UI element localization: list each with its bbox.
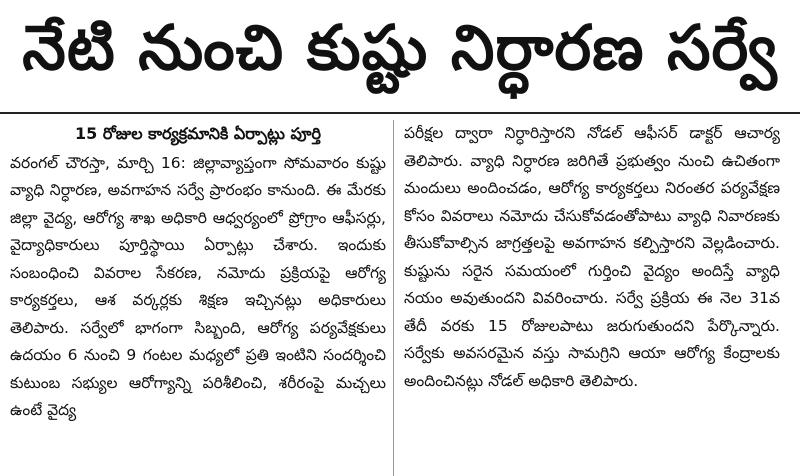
body-text-right: పరీక్షల ద్వారా నిర్ధారిస్తారని నోడల్ ఆఫీసర్ డాక్టర్ ఆచార్య తెలిపారు. వ్యాధి నిర్ధారణ జరిగితే ప్రభుత్వం నుంచి ఉచితంగా మందులు అందించడం, ఆరోగ్య కార్యకర్తలు నిరంతర పర్యవేక్షణ కోసం వివరాలు నమోదు చేసుకోవడంతోపాటు వ్యాధి నివారణకు తీసుకోవాల్సిన జాగ్రత్తలపై అవగాహన కల్పిస్తారని వెల్లడించారు. కుష్టును సరైన సమయంలో గుర్తించి వైద్యం అందిస్తే వ్యాధి నయం అవుతుందని వివరించారు. సర్వే ప్రక్రియ ఈ నెల 31వ తేదీ వరకు 15 రోజులపాటు జరుగుతుందని పేర్కొన్నారు. సర్వేకు అవసరమైన వస్తు సామగ్రిని ఆయా ఆరోగ్య కేంద్రాలకు అందించినట్లు నోడల్ అధికారి తెలిపారు. <box>404 124 780 390</box>
article-column-left <box>10 120 386 476</box>
subheadline: 15 రోజుల కార్యక్రమానికి ఏర్పాట్లు పూర్తి <box>75 124 321 143</box>
headline-rule <box>0 112 800 114</box>
article-column-right <box>404 120 780 476</box>
column-divider <box>393 120 394 476</box>
headline: నేటి నుంచి కుష్టు నిర్ధారణ సర్వే <box>22 11 778 84</box>
body-text-left: వరంగల్ చౌరస్తా, మార్చి 16: జిల్లావ్యాప్తంగా సోమవారం కుష్టు వ్యాధి నిర్ధారణ, అవగాహన సర్వే ప్రారంభం కానుంది. ఈ మేరకు జిల్లా వైద్య, ఆరోగ్య శాఖ అధికారి ఆధ్వర్యంలో ప్రోగ్రాం ఆఫీసర్లు, వైద్యాధికారులు పూర్తిస్థాయి ఏర్పాట్లు చేశారు. ఇందుకు సంబంధించి వివరాల సేకరణ, నమోదు ప్రక్రియపై ఆరోగ్య కార్యకర్తలు, ఆశ వర్కర్లకు శిక్షణ ఇచ్చినట్లు అధికారులు తెలిపారు. సర్వేలో భాగంగా సిబ్బంది, ఆరోగ్య పర్యవేక్షకులు ఉదయం 6 నుంచి 9 గంటల మధ్యలో ప్రతి ఇంటిని సందర్శించి కుటుంబ సభ్యుల ఆరోగ్యాన్ని పరిశీలించి, శరీరంపై మచ్చలు ఉంటే వైద్య <box>10 153 386 419</box>
